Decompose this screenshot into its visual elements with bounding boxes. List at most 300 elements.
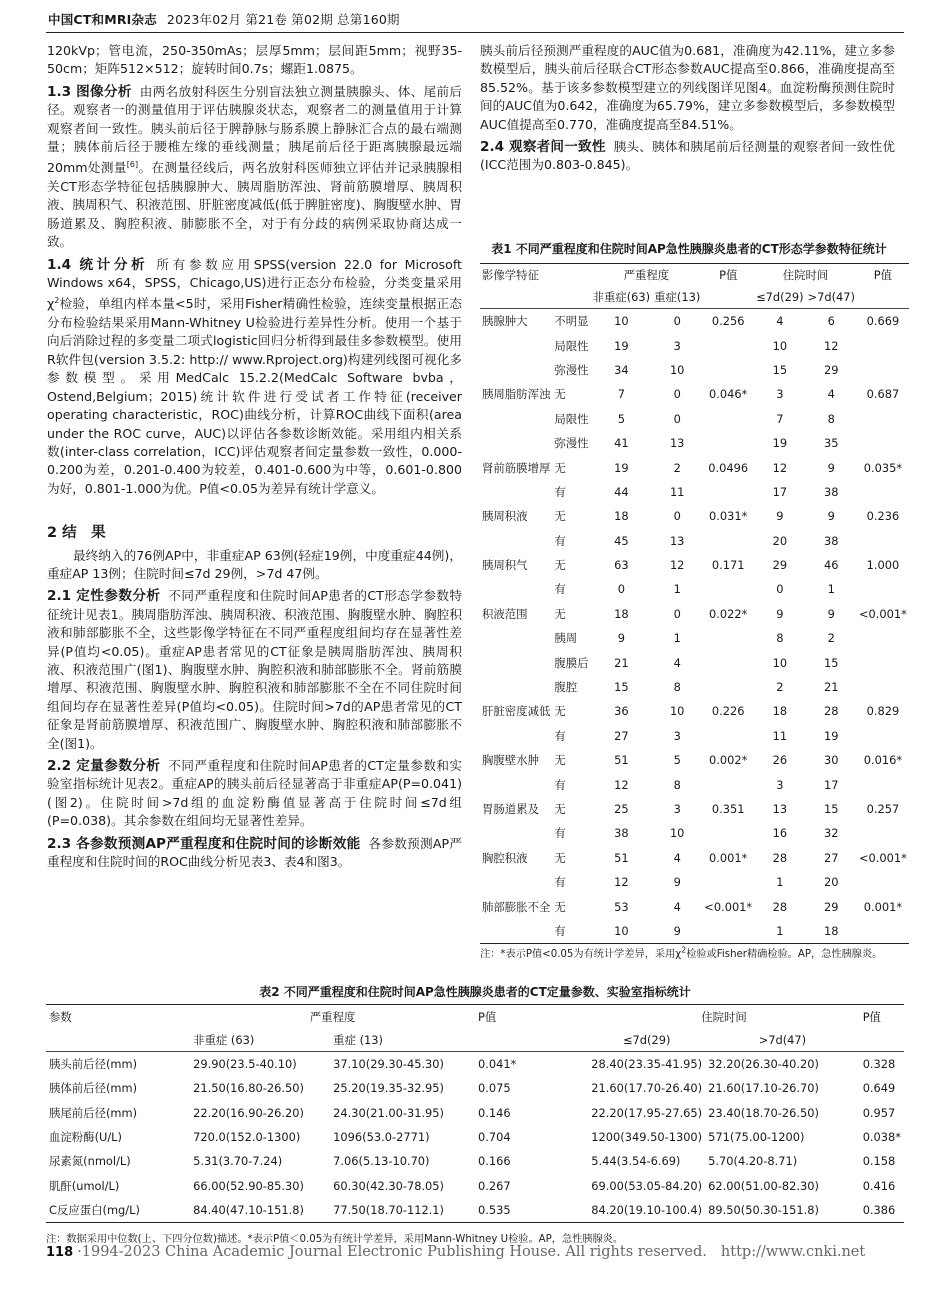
header-rule — [46, 32, 904, 33]
table-cell: 10 — [772, 338, 788, 353]
col-header: P值 — [862, 1009, 881, 1024]
table-cell: 0.041* — [478, 1057, 517, 1072]
table-cell — [702, 358, 754, 382]
table-cell — [702, 480, 754, 504]
table-cell: 34 — [614, 362, 629, 377]
table-cell: 27 — [614, 728, 629, 743]
table-cell: 0.022* — [709, 606, 748, 621]
table-cell: 37.10(29.30-45.30) — [333, 1057, 444, 1072]
table-cell: 4 — [673, 899, 681, 914]
running-header — [48, 10, 400, 28]
table-cell: 51 — [614, 850, 629, 865]
table-cell: 45 — [614, 533, 629, 548]
table-cell: 18 — [772, 704, 788, 719]
table-cell: 0.267 — [478, 1178, 511, 1193]
table-row — [480, 699, 909, 723]
table-cell: 无 — [554, 753, 566, 768]
section-2-1: 2.1 定性参数分析 不同严重程度和住院时间AP患者的CT形态学参数特征统计见表1。胰周脂肪浑浊、胰周积液、积液范围、胸腹壁水肿、胸腔积液和肺部膨胀不全，这些影像学特征在不同严重程度组间均存在显著性差异(P值均<0.05)。重症AP患者常见的CT征象是胰周脂肪浑浊、胰周积液、积液范围广(图1)、胸腹壁水肿、胸腔积液和肺部膨胀不全。肾前筋膜增厚、积液范围、胸腹壁水肿、胸腔积液和肺部膨胀不全在不同住院时间组间均存在显著性差异(P值均<0.05)。住院时间>7d的AP患者常见的CT征象是肾前筋膜增厚、积液范围广、胸腹壁水肿、胸腔积液和肺部膨胀不全(图1)。 — [47, 588, 462, 751]
table-cell — [480, 333, 552, 357]
table-cell: 1 — [776, 923, 784, 938]
table-cell: 84.40(47.10-151.8) — [193, 1202, 304, 1217]
table-cell: 无 — [554, 899, 566, 914]
table-cell: 21.60(17.70-26.40) — [591, 1081, 703, 1096]
table-cell: 62.00(51.00-82.30) — [708, 1178, 819, 1193]
table-cell — [702, 431, 754, 455]
table-cell: 肝脏密度减低 — [482, 704, 551, 719]
table-cell: 血淀粉酶(U/L) — [49, 1130, 122, 1145]
issue-info: 2023年02月 第21卷 第02期 总第160期 — [166, 12, 400, 27]
table-cell: 有 — [554, 728, 566, 743]
table-cell: 28 — [772, 899, 788, 914]
col-header: ≤7d(29) — [623, 1032, 671, 1047]
col-header: 非重症(63) — [592, 290, 651, 304]
table-row — [480, 333, 909, 357]
table-cell: 23.40(18.70-26.50) — [708, 1105, 819, 1120]
table-cell — [857, 821, 909, 845]
table-cell: 10 — [614, 314, 629, 329]
table-cell: 1 — [673, 582, 681, 597]
table-cell: 0.351 — [711, 802, 745, 816]
table-cell: 8 — [673, 680, 681, 695]
table-cell: 8 — [827, 411, 835, 426]
table-cell: 0.957 — [862, 1105, 896, 1120]
table-cell: 1200(349.50-1300) — [591, 1130, 703, 1145]
table-cell: 有 — [554, 777, 566, 792]
table-cell: 9 — [673, 875, 681, 890]
table-cell — [702, 772, 754, 796]
table-cell: 19 — [614, 338, 629, 353]
table-cell — [702, 650, 754, 674]
table-cell: 38 — [824, 533, 839, 548]
table-cell — [480, 675, 552, 699]
table-cell: 1 — [827, 582, 835, 597]
table-cell: 0.236 — [866, 509, 900, 524]
table-cell: 30 — [824, 753, 839, 768]
table-cell: 胰腺肿大 — [482, 314, 528, 329]
table-cell — [480, 626, 552, 650]
section-2-2: 2.2 定量参数分析 不同严重程度和住院时间AP患者的CT定量参数和实验室指标统计见表2。重症AP的胰头前后径显著高于非重症AP(P=0.041)(图2)。住院时间>7d组的血淀粉酶值显著高于住院时间≤7d组(P=0.038)。其余参数在组间均无显著性差异。 — [47, 758, 462, 829]
table-cell: 2 — [827, 631, 835, 646]
table-row — [480, 821, 909, 845]
table-cell: 12 — [614, 777, 629, 792]
table-cell: 0.257 — [866, 802, 900, 816]
table-cell: 12 — [614, 875, 629, 890]
table-cell: 9 — [617, 631, 625, 646]
section-title: 1.4 统计分析 — [47, 256, 149, 273]
table-cell — [480, 870, 552, 894]
table-cell: 17 — [772, 484, 788, 499]
table-cell — [480, 650, 552, 674]
table-cell: 5.44(3.54-6.69) — [591, 1154, 681, 1169]
table-cell: 13 — [772, 802, 788, 816]
table-row — [480, 358, 909, 382]
table-cell: 1096(53.0-2771) — [333, 1130, 430, 1145]
results-intro: 最终纳入的76例AP中，非重症AP 63例(轻症19例，中度重症44例)，重症AP 13例；住院时间≤7d 29例，>7d 47例。 — [47, 547, 462, 581]
table-row — [480, 748, 909, 772]
table-cell: 20 — [824, 875, 839, 890]
table-cell: 0.669 — [866, 314, 900, 329]
table-cell: 胰尾前后径(mm) — [49, 1105, 138, 1120]
table-cell: 13 — [669, 533, 685, 548]
table-cell: 0.038* — [862, 1130, 901, 1145]
table-cell: 不明显 — [554, 314, 589, 329]
table-cell: 4 — [673, 655, 681, 670]
table-cell: 局限性 — [554, 411, 589, 426]
table-cell: 9 — [776, 509, 784, 524]
table-cell: 积液范围 — [482, 606, 528, 621]
table-cell: 44 — [614, 484, 629, 499]
table-cell — [702, 529, 754, 553]
table-cell: 0.146 — [478, 1105, 511, 1120]
table-cell: 84.20(19.10-100.4) — [591, 1202, 703, 1217]
table-cell — [857, 650, 909, 674]
table-row — [480, 870, 909, 894]
table-cell: 12 — [772, 460, 788, 475]
col-header: 重症 (13) — [333, 1032, 383, 1047]
page-footer — [46, 1244, 865, 1260]
table-row — [480, 382, 909, 406]
table-cell: <0.001* — [858, 850, 907, 865]
table-cell: 4 — [827, 387, 835, 402]
table-cell — [702, 870, 754, 894]
table-cell: 0.226 — [711, 704, 745, 719]
table-cell: 2 — [673, 460, 681, 475]
table-cell — [702, 724, 754, 748]
table-cell: 无 — [554, 802, 566, 816]
table-cell — [857, 675, 909, 699]
table-cell — [857, 772, 909, 796]
table-cell: 8 — [776, 631, 784, 646]
table-cell: 32.20(26.30-40.20) — [708, 1057, 819, 1072]
table-cell: 0.386 — [862, 1202, 896, 1217]
table-row — [480, 602, 909, 626]
table-cell — [857, 626, 909, 650]
table-row — [480, 846, 909, 870]
journal-name: 中国CT和MRI杂志 — [48, 12, 157, 27]
table-cell: 720.0(152.0-1300) — [193, 1130, 301, 1145]
table-cell: 0.016* — [863, 753, 903, 768]
table-cell — [480, 772, 552, 796]
table-cell: 18 — [614, 509, 629, 524]
table-row — [480, 797, 909, 821]
table-row — [480, 772, 909, 796]
table-cell — [702, 821, 754, 845]
table-cell: 36 — [614, 704, 629, 719]
table1-caption: 表1 不同严重程度和住院时间AP急性胰腺炎患者的CT形态学参数特征统计 — [491, 242, 887, 256]
table-row — [46, 1076, 904, 1100]
table-cell: 16 — [772, 826, 788, 841]
table-cell: 7 — [617, 387, 625, 402]
table-cell — [857, 358, 909, 382]
table-row — [480, 504, 909, 528]
table-cell: 胰头前后径(mm) — [49, 1057, 138, 1072]
section-title: 2.3 各参数预测AP严重程度和住院时间的诊断效能 — [47, 835, 361, 852]
table-cell: 18 — [614, 606, 629, 621]
table-cell: 38 — [824, 484, 839, 499]
copyright: ·1994-2023 China Academic Journal Electronic Publishing House. All rights reserved. — [77, 1244, 707, 1260]
table-cell: 21 — [614, 655, 629, 670]
table-cell — [480, 358, 552, 382]
table-cell — [702, 333, 754, 357]
table-cell: 0.256 — [711, 314, 745, 329]
table-row — [46, 1101, 904, 1125]
table-cell: 有 — [554, 923, 566, 938]
table-cell: 0.001* — [863, 899, 903, 914]
table-cell: <0.001* — [858, 606, 907, 621]
table-cell — [480, 919, 552, 944]
table-row — [480, 626, 909, 650]
table1 — [480, 263, 909, 944]
table-cell: 18 — [824, 923, 839, 938]
table-cell: C反应蛋白(mg/L) — [49, 1202, 140, 1217]
table-cell: 12 — [669, 558, 685, 573]
table-cell: 0.075 — [478, 1081, 511, 1096]
table2 — [46, 1004, 904, 1223]
right-column — [480, 42, 895, 175]
table-cell: 53 — [614, 899, 629, 914]
table-cell: 20 — [772, 533, 788, 548]
section-2-3: 2.3 各参数预测AP严重程度和住院时间的诊断效能 各参数预测AP严重程度和住院时间的ROC曲线分析见表3、表4和图3。 — [47, 835, 463, 870]
table-cell: 0 — [673, 509, 681, 524]
table-cell: 胸腔积液 — [482, 850, 528, 865]
table-cell: 89.50(50.30-151.8) — [708, 1202, 819, 1217]
table-cell: 0.687 — [866, 387, 900, 402]
table-cell: 胰周 — [554, 631, 578, 646]
table-cell: 弥漫性 — [554, 362, 589, 377]
table-row — [480, 480, 909, 504]
col-header: ≤7d(29) — [756, 290, 804, 304]
table-cell: 22.20(16.90-26.20) — [193, 1105, 304, 1120]
table-cell: 无 — [554, 509, 566, 524]
table-cell: 0.046* — [709, 387, 748, 402]
table-cell: 9 — [776, 606, 784, 621]
table-cell: 1 — [776, 875, 784, 890]
table-cell: 有 — [554, 826, 566, 841]
table-cell: 29 — [824, 899, 839, 914]
paragraph: 胰头前后径预测严重程度的AUC值为0.681，准确度为42.11%，建立多参数模型后，胰头前后径联合CT形态参数AUC提高至0.866，准确度提高至85.52%。基于该多参数模型建立的列线图详见图4。血淀粉酶预测住院时间的AUC值为0.642，准确度为65.79%，建立多参数模型后，多参数模型AUC值提高至0.770，准确度提高至84.51%。 — [480, 43, 895, 132]
table-cell: 19 — [824, 728, 839, 743]
table-cell: 4 — [673, 850, 681, 865]
table-cell: 胸腹壁水肿 — [482, 753, 539, 768]
table-cell: 0.416 — [862, 1178, 896, 1193]
table-cell: 26 — [772, 753, 788, 768]
table-cell — [857, 431, 909, 455]
table-cell: 66.00(52.90-85.30) — [193, 1178, 304, 1193]
table-cell — [857, 577, 909, 601]
table-cell: 7.06(5.13-10.70) — [333, 1154, 430, 1169]
table-cell — [480, 480, 552, 504]
col-header: P值 — [478, 1009, 497, 1024]
table-cell — [702, 675, 754, 699]
col-header: 严重程度 — [309, 1009, 356, 1024]
table-cell: 0.171 — [711, 558, 745, 573]
table-cell — [857, 407, 909, 431]
table-row — [480, 455, 909, 479]
table-cell: 有 — [554, 533, 566, 548]
table-cell: 胰周积液 — [482, 509, 528, 524]
table-cell: 5 — [617, 411, 625, 426]
table-cell: 无 — [554, 606, 566, 621]
table-cell: 77.50(18.70-112.1) — [333, 1202, 444, 1217]
table-cell: 28 — [824, 704, 839, 719]
table-cell — [857, 529, 909, 553]
table-row — [480, 577, 909, 601]
table-cell: 17 — [824, 777, 839, 792]
table-cell: 有 — [554, 875, 566, 890]
table-cell: 19 — [772, 436, 788, 451]
section-2-4: 2.4 观察者间一致性 胰头、胰体和胰尾前后径测量的观察者间一致性优(ICC范围为0.803-0.845)。 — [480, 139, 895, 173]
table-cell: 腹膜后 — [554, 655, 589, 670]
table-cell — [480, 821, 552, 845]
table-row — [480, 553, 909, 577]
table-cell: 无 — [554, 460, 566, 475]
table-cell: 15 — [614, 680, 629, 695]
table-cell: 无 — [554, 704, 566, 719]
table-cell: 11 — [669, 484, 685, 499]
col-header: 严重程度 — [623, 268, 670, 282]
table-cell: 9 — [827, 509, 835, 524]
col-header: 住院时间 — [782, 268, 829, 282]
section-title: 1.3 图像分析 — [47, 83, 132, 100]
table-cell: 6 — [827, 314, 835, 329]
table-cell: 4 — [776, 314, 784, 329]
table-cell: 13 — [669, 436, 685, 451]
table-cell: 15 — [824, 655, 839, 670]
table-cell: 腹腔 — [554, 680, 578, 695]
table-cell: 9 — [827, 460, 835, 475]
table-cell: 60.30(42.30-78.05) — [333, 1178, 444, 1193]
table-cell: 肺部膨胀不全 — [482, 899, 551, 914]
table-cell: 11 — [772, 728, 788, 743]
page-number: 118 — [46, 1245, 74, 1260]
table-cell: 571(75.00-1200) — [708, 1130, 805, 1145]
table-cell: 0.0496 — [708, 460, 749, 475]
table-cell: 0.158 — [862, 1154, 896, 1169]
table-row — [480, 675, 909, 699]
table-cell: 27 — [824, 850, 839, 865]
table-cell — [480, 529, 552, 553]
table-cell — [857, 333, 909, 357]
table-cell: 10 — [669, 362, 685, 377]
table-cell: 0.704 — [478, 1130, 511, 1145]
table-cell: 21.50(16.80-26.50) — [193, 1081, 304, 1096]
table-cell: 0 — [673, 606, 681, 621]
table-cell: 10 — [614, 923, 629, 938]
col-header: >7d(47) — [758, 1032, 807, 1047]
table-row — [480, 894, 909, 918]
table-cell: 38 — [614, 826, 629, 841]
table-cell: 10 — [669, 826, 685, 841]
table-cell: 0 — [617, 582, 625, 597]
section-title: 2.1 定性参数分析 — [47, 588, 161, 605]
table-cell: 51 — [614, 753, 629, 768]
table-cell: 41 — [614, 436, 629, 451]
table-cell: 5 — [673, 753, 681, 768]
table-cell — [857, 870, 909, 894]
table-cell: 9 — [673, 923, 681, 938]
table-cell — [702, 626, 754, 650]
table-cell: 28 — [772, 850, 788, 865]
table-cell: 0.035* — [863, 460, 903, 475]
table-cell: 25.20(19.35-32.95) — [333, 1081, 444, 1096]
col-header: >7d(47) — [807, 290, 855, 304]
table-cell: 3 — [776, 387, 784, 402]
table-cell: 3 — [776, 777, 784, 792]
table-row — [46, 1149, 904, 1173]
table-cell: 12 — [824, 338, 839, 353]
table-cell — [702, 919, 754, 944]
table-cell: 3 — [673, 338, 681, 353]
table-cell: 46 — [824, 558, 839, 573]
table-cell — [702, 407, 754, 431]
footer-url: http://www.cnki.net — [720, 1244, 866, 1260]
table-cell: 69.00(53.05-84.20) — [591, 1178, 703, 1193]
table-cell: 0.829 — [866, 704, 900, 719]
table-cell: 21.60(17.10-26.70) — [708, 1081, 819, 1096]
table-cell: 25 — [614, 802, 629, 816]
table-cell: 29 — [824, 362, 839, 377]
table-cell: 24.30(21.00-31.95) — [333, 1105, 444, 1120]
table-cell — [480, 431, 552, 455]
table-cell — [857, 724, 909, 748]
table-cell: 29.90(23.5-40.10) — [193, 1057, 297, 1072]
table-cell: 63 — [614, 558, 629, 573]
table-row — [480, 309, 909, 334]
table-cell: 22.20(17.95-27.65) — [591, 1105, 703, 1120]
table-row — [46, 1173, 904, 1197]
table-row — [480, 529, 909, 553]
table-cell: 0.166 — [478, 1154, 511, 1169]
table-row — [46, 1052, 904, 1077]
table-row — [480, 919, 909, 944]
table-cell: 10 — [772, 655, 788, 670]
table-cell: 胰体前后径(mm) — [49, 1081, 138, 1096]
table-cell: 0 — [673, 411, 681, 426]
col-header: 影像学特征 — [482, 268, 539, 282]
table-row — [480, 431, 909, 455]
table-cell: 8 — [673, 777, 681, 792]
table-cell: 0 — [673, 314, 681, 329]
col-header: 非重症 (63) — [193, 1032, 255, 1047]
table-cell: 肌酐(umol/L) — [49, 1178, 120, 1193]
table-cell: 9 — [827, 606, 835, 621]
table-cell: 5.70(4.20-8.71) — [708, 1154, 798, 1169]
col-header: 参数 — [49, 1009, 72, 1024]
table-cell: 3 — [673, 802, 681, 816]
table-cell: 15 — [824, 802, 839, 816]
table-cell: 10 — [669, 704, 685, 719]
table-cell: 0.002* — [709, 753, 748, 768]
table-row — [480, 650, 909, 674]
table-cell — [480, 407, 552, 431]
table-cell: 1 — [673, 631, 681, 646]
table-cell: 胰周脂肪浑浊 — [482, 387, 551, 402]
table-cell — [857, 480, 909, 504]
table-cell: 无 — [554, 558, 566, 573]
col-header: P值 — [873, 268, 893, 282]
table2-note: 注：数据采用中位数(上、下四分位数)描述。*表示P值＜0.05为有统计学差异，采用Mann-Whitney U检验。AP，急性胰腺炎。 — [46, 1234, 624, 1245]
table-cell: 29 — [772, 558, 788, 573]
table-cell: 有 — [554, 582, 566, 597]
table-cell: 局限性 — [554, 338, 589, 353]
table-cell: 0.031* — [709, 509, 748, 524]
table-cell: 2 — [776, 680, 784, 695]
section-1-3: 1.3 图像分析 由两名放射科医生分别盲法独立测量胰腺头、体、尾前后径。观察者一的测量值用于评估胰腺炎状态，观察者二的测量值用于计算观察者间一致性。胰头前后径于脾静脉与肠系膜上静脉汇合点的最右端测量；胰体前后径于腰椎左缘的垂线测量；胰尾前后径于距离胰腺最远端20mm处测量[6]。在测量径线后，两名放射科医师独立评估并记录胰腺相关CT形态学特征包括胰腺肿大、胰周脂肪浑浊、肾前筋膜增厚、胰周积液、胰周积气、积液范围、肝脏密度减低(低于脾脏密度)、胸腹壁水肿、胃肠道累及、胸腔积液、肺膨胀不全，对于有分歧的病例采取协商达成一致。 — [47, 83, 463, 250]
table-cell: <0.001* — [704, 899, 753, 914]
table-cell — [480, 577, 552, 601]
table1-note: 注：*表示P值<0.05为有统计学差异，采用$\chi^2$检验或Fisher精确检验。AP，急性胰腺炎。 — [480, 945, 883, 960]
table-cell: 19 — [614, 460, 629, 475]
